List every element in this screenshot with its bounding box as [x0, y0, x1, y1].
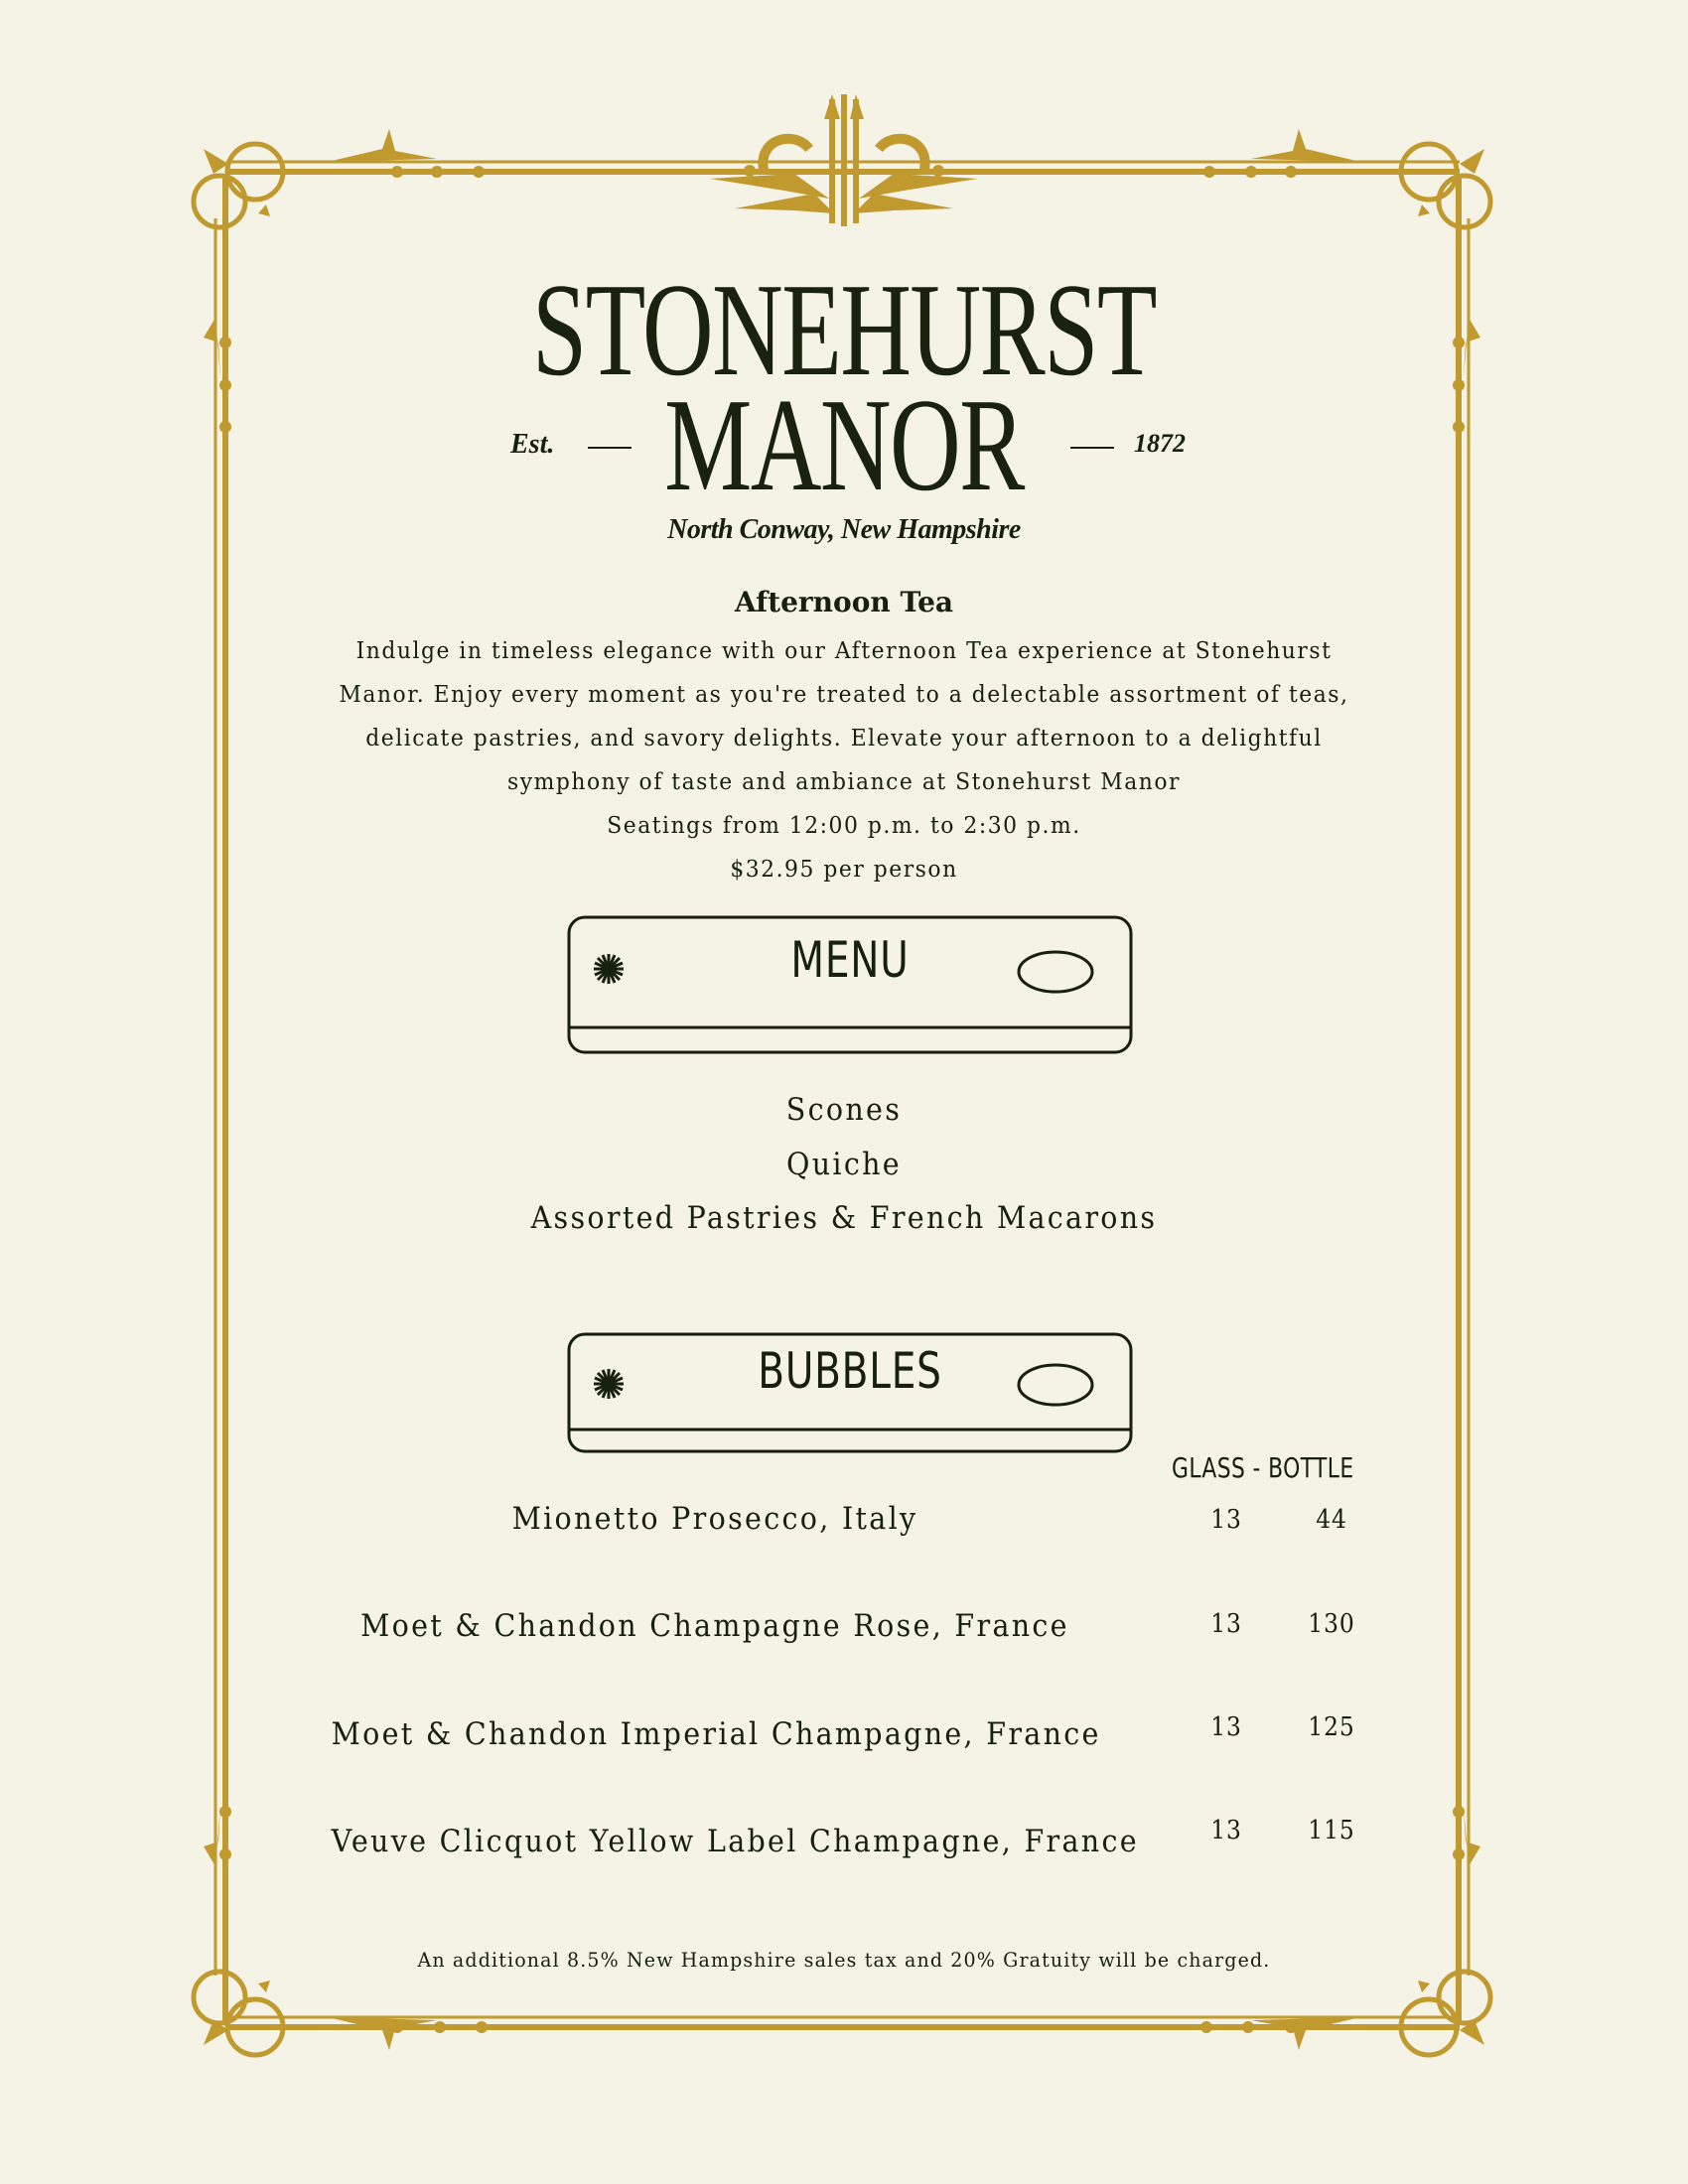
- asterisk-star-icon: [591, 951, 627, 987]
- asterisk-star-icon: [591, 1366, 627, 1402]
- glass-price: 13: [1210, 1505, 1242, 1535]
- menu-item: Quiche: [786, 1147, 902, 1182]
- wine-name: Mionetto Prosecco, Italy: [511, 1501, 918, 1537]
- title-manor: MANOR: [664, 371, 1024, 518]
- menu-item: Assorted Pastries & French Macarons: [530, 1200, 1158, 1236]
- bottle-price: 44: [1316, 1505, 1347, 1535]
- bottle-price: 125: [1308, 1712, 1355, 1742]
- intro-description: [278, 629, 1410, 891]
- est-label: Est.: [510, 429, 555, 460]
- wine-name: Veuve Clicquot Yellow Label Champagne, France: [331, 1824, 1139, 1859]
- bubbles-section-label: BUBBLES: [758, 1342, 942, 1400]
- menu-section-label: MENU: [790, 931, 910, 989]
- glass-price: 13: [1210, 1712, 1242, 1742]
- location-script: North Conway, New Hampshire: [667, 514, 1021, 545]
- description-line: Indulge in timeless elegance with our Afternoon Tea experience at Stonehurst: [355, 638, 1333, 664]
- wine-name: Moet & Chandon Champagne Rose, France: [360, 1608, 1069, 1644]
- glass-price: 13: [1210, 1609, 1242, 1639]
- price-per-person: $32.95 per person: [730, 857, 958, 883]
- description-line: symphony of taste and ambiance at Stonehurst Manor: [507, 769, 1181, 795]
- menu-section-header: [567, 915, 1133, 1054]
- menu-item: Scones: [785, 1092, 903, 1128]
- est-dash-left: [588, 447, 632, 449]
- description-line: Manor. Enjoy every moment as you're treated to a delectable assortment of teas,: [339, 682, 1349, 708]
- est-year: 1872: [1134, 429, 1186, 458]
- afternoon-tea-heading: Afternoon Tea: [734, 586, 954, 618]
- description-line: delicate pastries, and savory delights. Elevate your afternoon to a delightful: [365, 726, 1323, 751]
- bottle-price: 130: [1308, 1609, 1355, 1639]
- tax-gratuity-note: An additional 8.5% New Hampshire sales tax and 20% Gratuity will be charged.: [417, 1948, 1271, 1972]
- title-stonehurst: STONEHURST: [531, 256, 1157, 403]
- glass-price: 13: [1210, 1816, 1242, 1845]
- glass-bottle-header: GLASS - BOTTLE: [1172, 1451, 1354, 1484]
- wine-name: Moet & Chandon Imperial Champagne, France: [331, 1716, 1101, 1752]
- bottle-price: 115: [1308, 1816, 1355, 1845]
- seatings-text: Seatings from 12:00 p.m. to 2:30 p.m.: [607, 813, 1081, 839]
- bubbles-section-header: [567, 1332, 1133, 1471]
- est-dash-right: [1070, 447, 1114, 449]
